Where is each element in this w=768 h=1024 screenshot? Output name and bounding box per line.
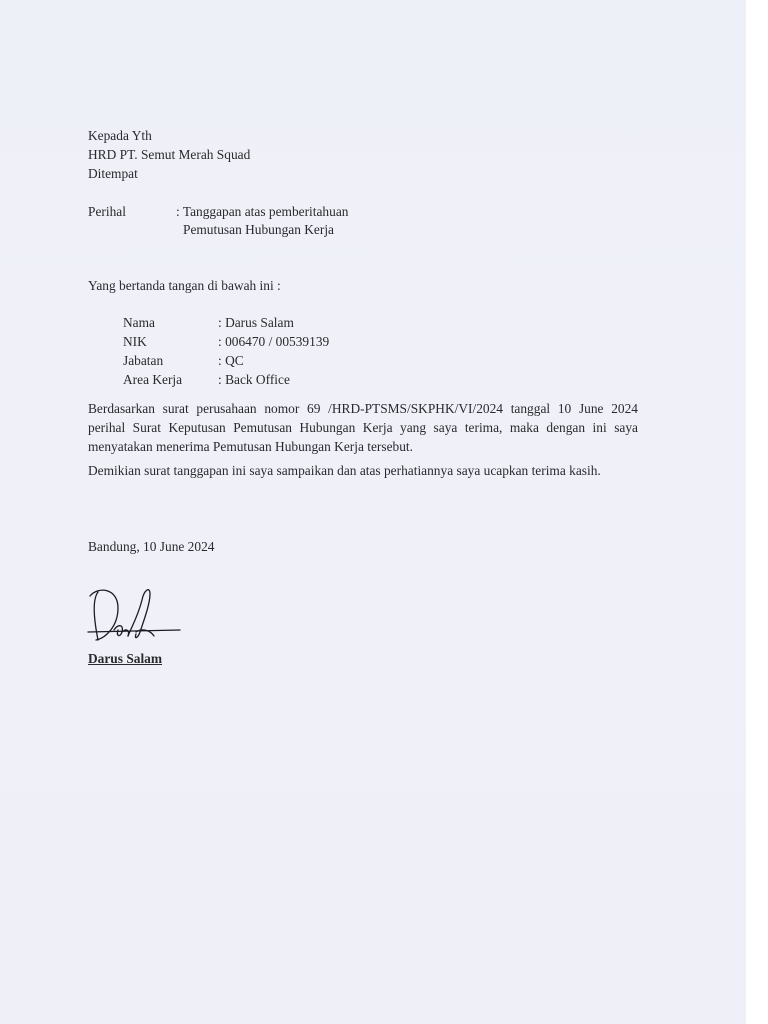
subject-line-2: Pemutusan Hubungan Kerja [183,222,334,237]
detail-label-area-kerja: Area Kerja [123,372,183,387]
city-date: Bandung, 10 June 2024 [88,539,215,554]
recipient-line-3: Ditempat [88,166,138,181]
signature-image [84,580,184,650]
subject-line-1: : Tanggapan atas pemberitahuan [176,204,349,219]
detail-label-nik: NIK [123,334,147,349]
detail-value-jabatan: : QC [218,353,244,368]
body-paragraph-2: Demikian surat tanggapan ini saya sampaikan dan atas perhatiannya saya ucapkan terima kasih. [88,463,601,478]
recipient-line-2: HRD PT. Semut Merah Squad [88,147,251,162]
intro-text: Yang bertanda tangan di bawah ini : [88,278,281,293]
recipient-line-1: Kepada Yth [88,128,152,143]
subject-label: Perihal [88,204,126,219]
detail-value-nik: : 006470 / 00539139 [218,334,330,349]
page-edge [746,0,768,1024]
detail-value-nama: : Darus Salam [218,315,294,330]
detail-label-jabatan: Jabatan [123,353,164,368]
detail-value-area-kerja: : Back Office [218,372,290,387]
signer-name: Darus Salam [88,651,163,666]
body-paragraph-1: Berdasarkan surat perusahaan nomor 69 /HRD-PTSMS/SKPHK/VI/2024 tanggal 10 June 2024 perihal Surat Keputusan Pemutusan Hubungan Kerja yang saya terima, maka dengan ini saya menyatakan menerima Pemutusan Hubungan Kerja tersebut. [88,401,638,454]
detail-label-nama: Nama [123,315,155,330]
